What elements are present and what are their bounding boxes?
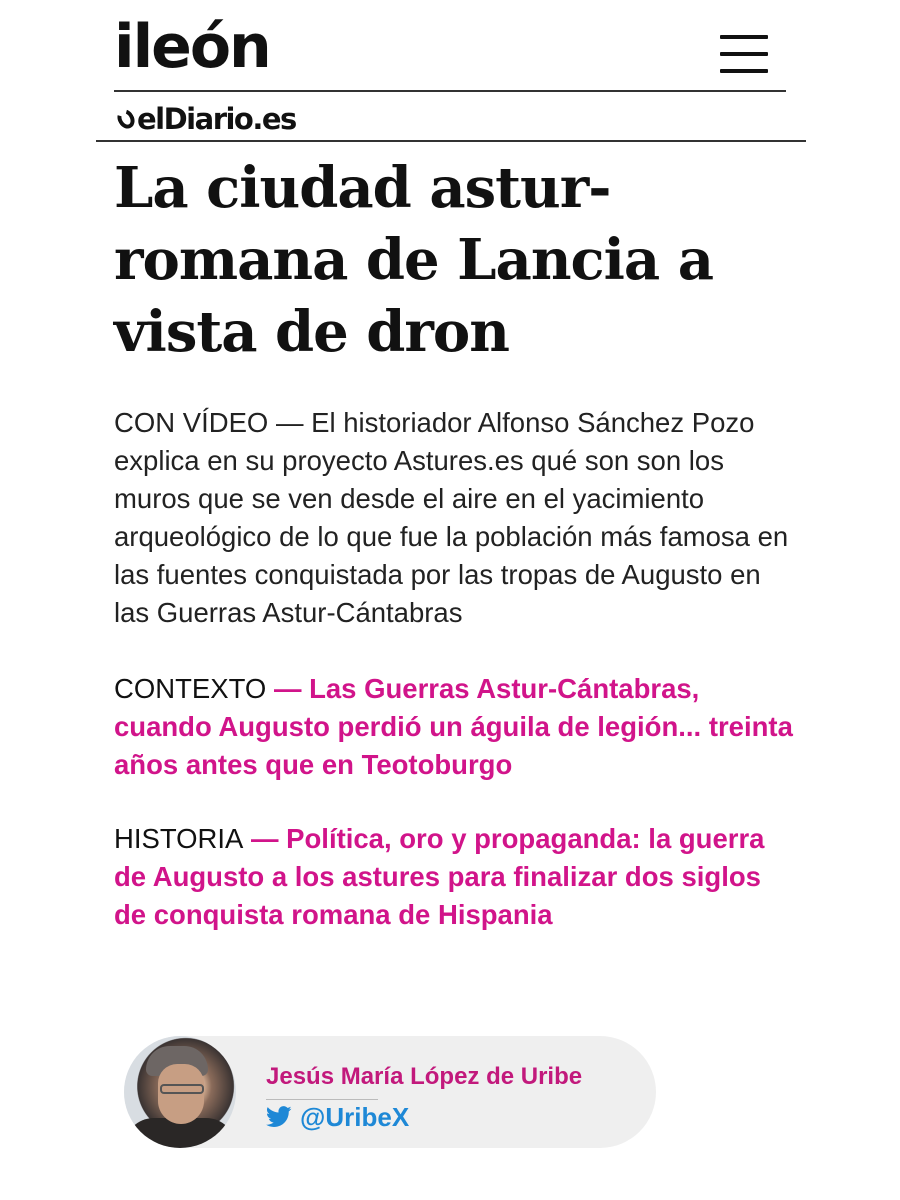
author-name[interactable]: Jesús María López de Uribe bbox=[266, 1063, 583, 1090]
twitter-handle: @UribeX bbox=[300, 1102, 410, 1132]
partner-logo[interactable] bbox=[118, 100, 296, 138]
twitter-icon bbox=[266, 1106, 292, 1128]
partner-divider bbox=[96, 140, 806, 142]
related-kicker: CONTEXTO bbox=[114, 673, 267, 704]
menu-line bbox=[720, 35, 768, 39]
eldiario-mark-icon bbox=[114, 106, 138, 131]
avatar-glasses bbox=[160, 1084, 204, 1094]
hamburger-menu-icon[interactable] bbox=[720, 24, 770, 62]
menu-line bbox=[720, 52, 768, 56]
related-link[interactable]: — Política, oro y propaganda: la guerra de Augusto a los astures para finalizar dos siglos de conquista romana de Hispania bbox=[114, 823, 765, 930]
partner-logo-text: elDiario.es bbox=[137, 102, 296, 136]
related-link-history bbox=[114, 820, 794, 934]
author-twitter-link[interactable] bbox=[266, 1100, 409, 1134]
site-logo[interactable]: ileón bbox=[114, 12, 270, 82]
top-bar bbox=[114, 14, 784, 92]
article-summary: CON VÍDEO — El historiador Alfonso Sánchez Pozo explica en su proyecto Astures.es qué son son los muros que se ven desde el aire en el yacimiento arqueológico de lo que fue la población más famosa en las fuentes conquistada por las tropas de Augusto en las Guerras Astur-Cántabras bbox=[114, 407, 789, 628]
author-avatar[interactable] bbox=[124, 1036, 236, 1148]
menu-line bbox=[720, 69, 768, 73]
avatar-face bbox=[158, 1064, 204, 1124]
related-link-context bbox=[114, 670, 794, 784]
header-divider bbox=[114, 90, 786, 92]
related-link[interactable]: — Las Guerras Astur-Cántabras, cuando Augusto perdió un águila de legión... treinta años antes que en Teotoburgo bbox=[114, 673, 793, 780]
article-headline: La ciudad astur-romana de Lancia a vista de dron bbox=[114, 155, 713, 365]
related-kicker: HISTORIA bbox=[114, 823, 244, 854]
